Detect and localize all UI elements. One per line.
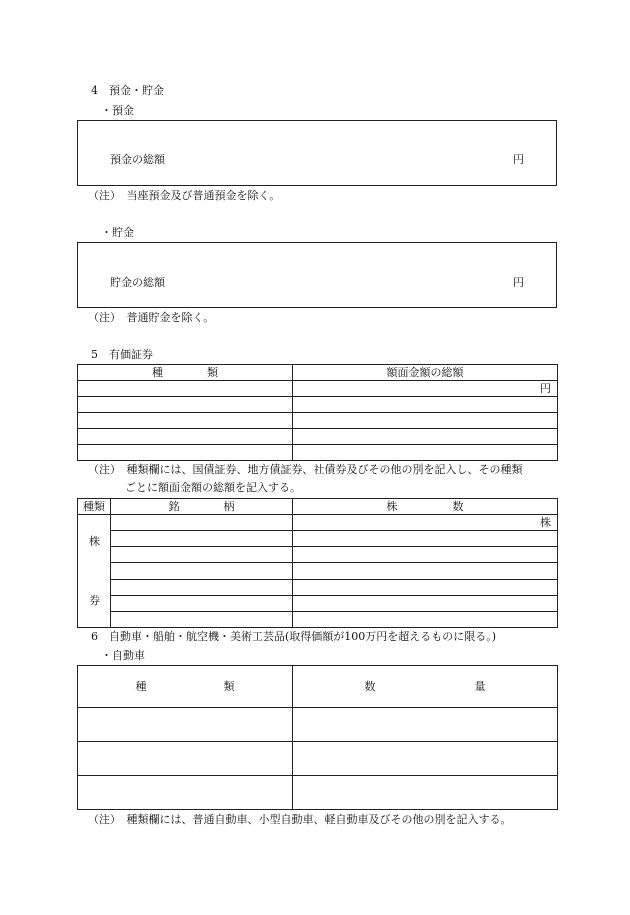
securities-unit: 円 bbox=[540, 381, 551, 395]
securities-note-line1: （注） 種類欄には、国債証券、地方債証券、社債券及びその他の別を記入し、その種類 bbox=[88, 463, 523, 476]
securities-cell-value[interactable] bbox=[293, 381, 558, 397]
savings-total-label: 貯金の総額 bbox=[110, 276, 165, 289]
stock-cell-shares[interactable] bbox=[293, 595, 558, 611]
securities-note-line2: ごとに額面金額の総額を記入する。 bbox=[125, 481, 301, 494]
stock-header-type: 種類 bbox=[78, 499, 111, 515]
stock-cell-brand[interactable] bbox=[111, 531, 293, 547]
securities-cell-type[interactable] bbox=[78, 413, 293, 429]
securities-cell-value[interactable] bbox=[293, 429, 558, 445]
securities-header-type: 種 類 bbox=[78, 365, 293, 381]
securities-table bbox=[77, 364, 558, 461]
securities-header-face-value: 額面金額の総額 bbox=[293, 365, 558, 381]
securities-cell-type[interactable] bbox=[78, 445, 293, 461]
stock-type-cell bbox=[78, 515, 111, 628]
savings-total-box[interactable] bbox=[77, 242, 557, 308]
car-header-type: 種 類 bbox=[78, 666, 293, 708]
stock-cell-shares[interactable] bbox=[293, 611, 558, 627]
car-label: ・自動車 bbox=[101, 649, 145, 662]
deposit-note: （注） 当座預金及び普通預金を除く。 bbox=[88, 189, 281, 202]
stock-cell-brand[interactable] bbox=[111, 579, 293, 595]
car-cell-quantity[interactable] bbox=[293, 708, 558, 742]
securities-cell-value[interactable] bbox=[293, 445, 558, 461]
stock-type-char-2: 券 bbox=[89, 594, 100, 607]
stock-cell-brand[interactable] bbox=[111, 547, 293, 563]
deposit-total-label: 預金の総額 bbox=[110, 153, 165, 166]
stock-cell-shares[interactable] bbox=[293, 515, 558, 531]
stock-cell-brand[interactable] bbox=[111, 611, 293, 627]
stock-unit: 株 bbox=[540, 515, 551, 529]
securities-cell-value[interactable] bbox=[293, 397, 558, 413]
securities-cell-type[interactable] bbox=[78, 429, 293, 445]
stock-cell-brand[interactable] bbox=[111, 595, 293, 611]
securities-cell-type[interactable] bbox=[78, 397, 293, 413]
stock-header-brand: 銘 柄 bbox=[111, 499, 293, 515]
stock-type-char-1: 株 bbox=[89, 535, 100, 548]
stock-cell-shares[interactable] bbox=[293, 579, 558, 595]
securities-cell-value[interactable] bbox=[293, 413, 558, 429]
car-table bbox=[77, 665, 558, 810]
stock-table bbox=[77, 498, 558, 628]
car-header-quantity: 数 量 bbox=[293, 666, 558, 708]
stock-cell-shares[interactable] bbox=[293, 531, 558, 547]
car-cell-type[interactable] bbox=[78, 708, 293, 742]
stock-header-shares: 株 数 bbox=[293, 499, 558, 515]
stock-cell-shares[interactable] bbox=[293, 563, 558, 579]
deposit-label: ・預金 bbox=[101, 104, 134, 117]
section4-heading: 4 預金・貯金 bbox=[91, 84, 164, 97]
car-cell-quantity[interactable] bbox=[293, 776, 558, 810]
stock-cell-brand[interactable] bbox=[111, 563, 293, 579]
deposit-total-box[interactable] bbox=[77, 120, 557, 186]
deposit-total-unit: 円 bbox=[513, 153, 524, 166]
section5-heading: 5 有価証券 bbox=[91, 348, 153, 361]
car-note: （注） 種類欄には、普通自動車、小型自動車、軽自動車及びその他の別を記入する。 bbox=[88, 813, 512, 826]
car-cell-type[interactable] bbox=[78, 776, 293, 810]
car-cell-type[interactable] bbox=[78, 742, 293, 776]
stock-cell-shares[interactable] bbox=[293, 547, 558, 563]
securities-cell-type[interactable] bbox=[78, 381, 293, 397]
section6-heading: 6 自動車・船舶・航空機・美術工芸品(取得価額が100万円を超えるものに限る。) bbox=[91, 630, 497, 643]
savings-total-unit: 円 bbox=[513, 276, 524, 289]
savings-label: ・貯金 bbox=[101, 226, 134, 239]
savings-note: （注） 普通貯金を除く。 bbox=[88, 311, 215, 324]
car-cell-quantity[interactable] bbox=[293, 742, 558, 776]
stock-cell-brand[interactable] bbox=[111, 515, 293, 531]
